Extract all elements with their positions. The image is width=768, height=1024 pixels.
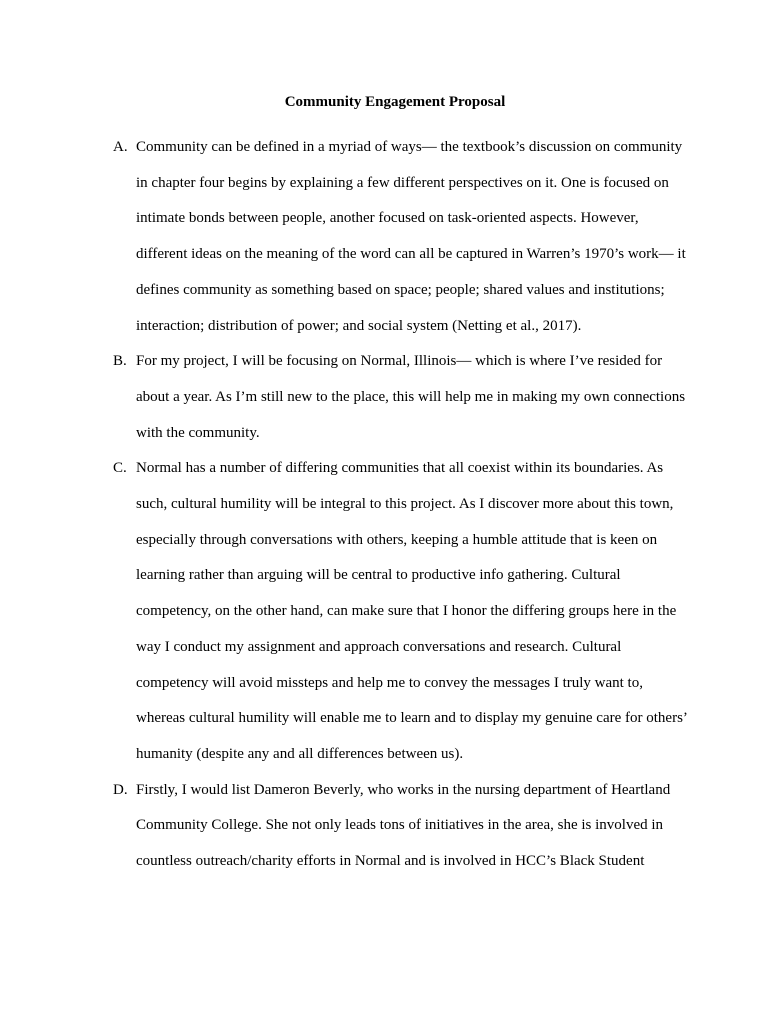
list-marker: C. [113,460,127,477]
proposal-list [113,130,688,880]
list-item-text: Community can be defined in a myriad of ways— the textbook’s discussion on community in chapter four begins by explaining a few different perspectives on it. One is focused on intimate bonds between people, another focused on task-oriented aspects. However, different ideas on the meaning of the word can all be captured in Warren’s 1970’s work— it defines community as something based on space; people; shared values and institutions; interaction; distribution of power; and social system (Netting et al., 2017). [136,139,686,334]
list-item-d [113,773,688,880]
list-marker: A. [113,139,128,155]
list-item-text: Normal has a number of differing communities that all coexist within its boundaries. As such, cultural humility will be integral to this project. As I discover more about this town, especially through conversations with others, keeping a humble attitude that is keen on learning rather than arguing will be central to productive info gathering. Cultural competency, on the other hand, can make sure that I honor the differing groups here in the way I conduct my assignment and approach conversations and research. Cultural competency will avoid missteps and help me to convey the messages I truly want to, whereas cultural humility will enable me to learn and to display my genuine care for others’ humanity (despite any and all differences between us). [136,460,687,762]
list-item-c [113,451,688,772]
document-title: Community Engagement Proposal [284,94,506,110]
list-item-a [113,130,688,344]
list-marker: B. [113,353,127,370]
list-item-text: For my project, I will be focusing on Normal, Illinois— which is where I’ve resided for about a year. As I’m still new to the place, this will help me in making my own connections with the community. [136,353,686,441]
list-item-text: Firstly, I would list Dameron Beverly, who works in the nursing department of Heartland Community College. She not only leads tons of initiatives in the area, she is involved in countless outreach/charity efforts in Normal and is involved in HCC’s Black Student [136,781,671,870]
list-marker: D. [113,781,128,798]
list-item-b [113,344,688,451]
